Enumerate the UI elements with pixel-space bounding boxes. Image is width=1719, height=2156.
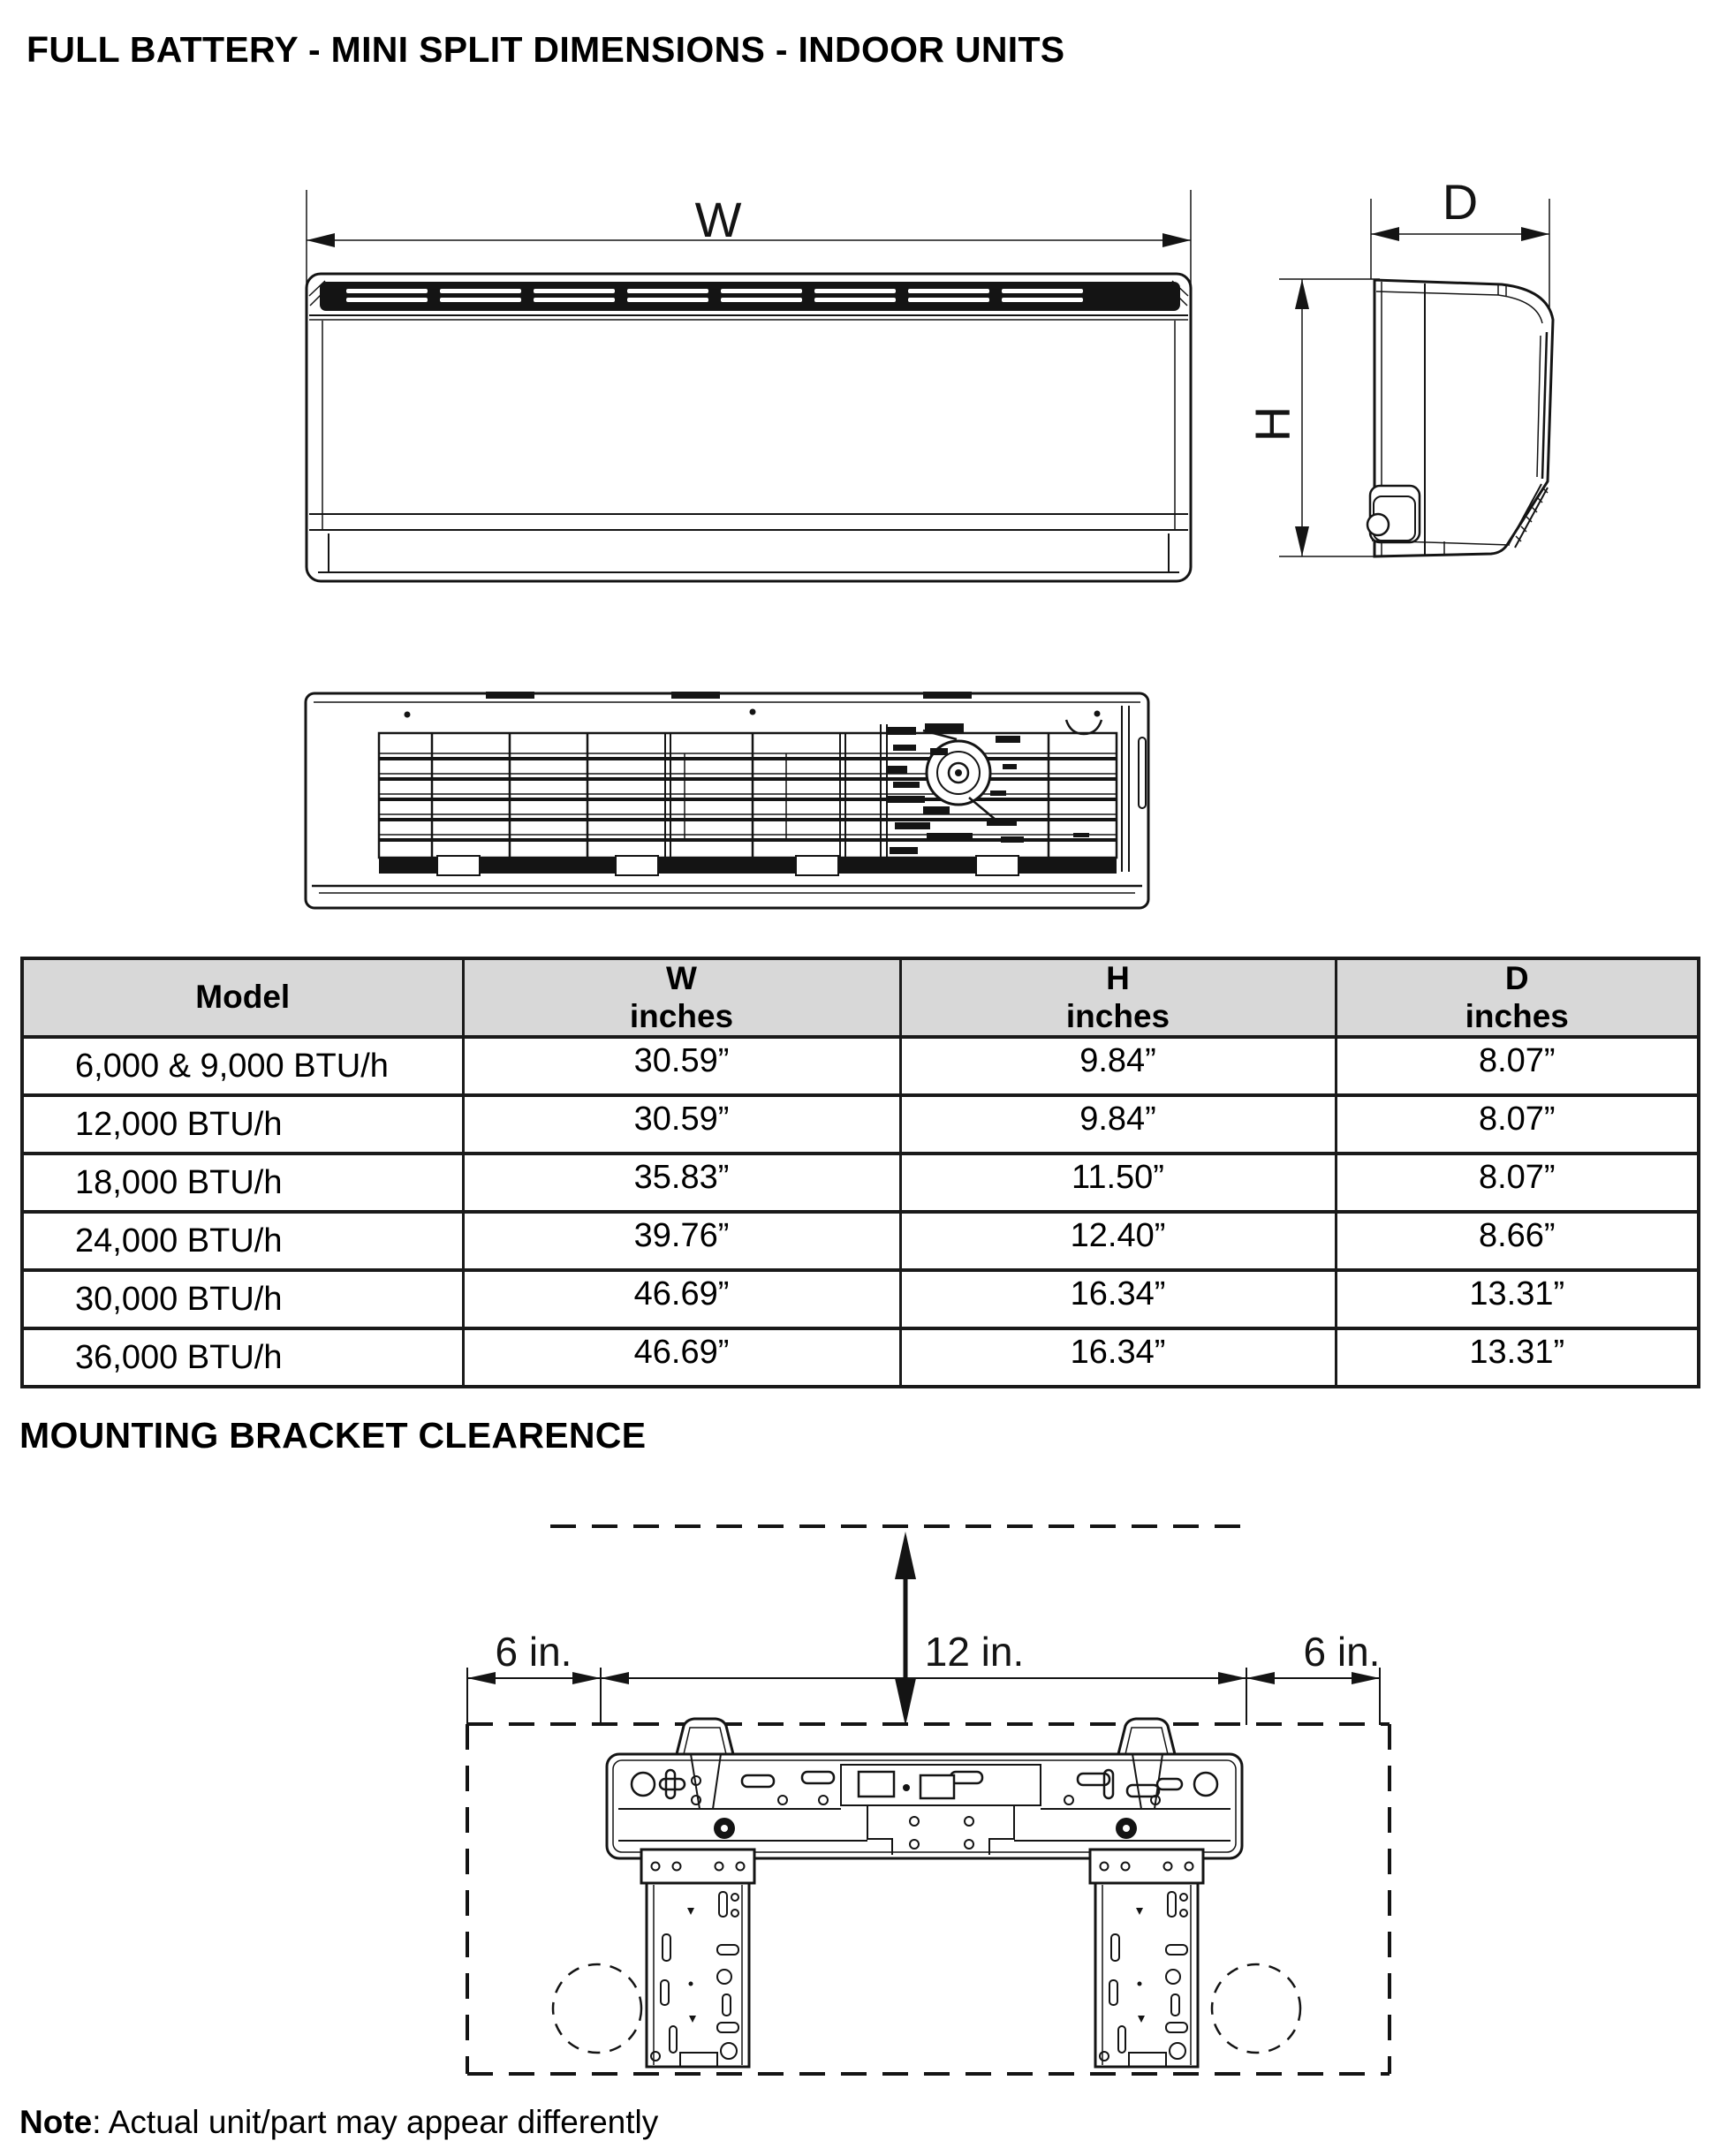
table-row xyxy=(22,1154,1699,1212)
mounting-bracket-clearance-diagram xyxy=(459,1493,1413,2102)
width-cell: 46.69” xyxy=(463,1270,900,1328)
width-cell: 35.83” xyxy=(463,1154,900,1212)
pipe-clearance-circle-right xyxy=(1212,1964,1300,2053)
dimensions-table-body xyxy=(22,1037,1699,1387)
bracket-leg xyxy=(641,1850,754,2067)
depth-cell: 8.07” xyxy=(1336,1154,1699,1212)
table-row xyxy=(22,1037,1699,1095)
height-dimension xyxy=(1245,279,1380,556)
model-cell: 30,000 BTU/h xyxy=(22,1270,463,1328)
model-cell: 6,000 & 9,000 BTU/h xyxy=(22,1037,463,1095)
side-view-unit-body xyxy=(1367,280,1553,556)
width-cell: 46.69” xyxy=(463,1328,900,1387)
pipe-clearance-circle-left xyxy=(553,1964,641,2053)
model-cell: 36,000 BTU/h xyxy=(22,1328,463,1387)
dimensions-table xyxy=(20,957,1700,1388)
right-clearance-label: 6 in. xyxy=(1303,1629,1381,1675)
height-cell: 11.50” xyxy=(900,1154,1336,1212)
indoor-unit-bottom-view-drawing xyxy=(305,685,1193,923)
horizontal-clearance-dimensions xyxy=(467,1668,1380,1725)
depth-cell: 8.66” xyxy=(1336,1212,1699,1270)
table-row xyxy=(22,1095,1699,1154)
indoor-unit-front-view-drawing xyxy=(247,159,1219,596)
depth-cell: 8.07” xyxy=(1336,1095,1699,1154)
table-row xyxy=(22,1212,1699,1270)
depth-dimension-label: D xyxy=(1442,174,1479,230)
footer-note xyxy=(19,2104,658,2141)
width-dimension-label: W xyxy=(694,192,742,247)
column-header-model: Model xyxy=(22,958,463,1037)
height-cell: 16.34” xyxy=(900,1328,1336,1387)
column-header-h: H inches xyxy=(900,958,1336,1037)
height-cell: 16.34” xyxy=(900,1270,1336,1328)
page-title: FULL BATTERY - MINI SPLIT DIMENSIONS - INDOOR UNITS xyxy=(27,29,1065,70)
model-cell: 12,000 BTU/h xyxy=(22,1095,463,1154)
vertical-clearance-arrow xyxy=(895,1532,916,1726)
mounting-bracket-plate xyxy=(607,1719,1242,1858)
column-header-d: D inches xyxy=(1336,958,1699,1037)
left-clearance-label: 6 in. xyxy=(495,1629,572,1675)
column-header-w: W inches xyxy=(463,958,900,1037)
depth-cell: 13.31” xyxy=(1336,1270,1699,1328)
depth-cell: 13.31” xyxy=(1336,1328,1699,1387)
width-cell: 39.76” xyxy=(463,1212,900,1270)
model-cell: 18,000 BTU/h xyxy=(22,1154,463,1212)
indoor-unit-side-view-drawing xyxy=(1237,159,1719,596)
height-cell: 9.84” xyxy=(900,1095,1336,1154)
note-text: : Actual unit/part may appear differently xyxy=(92,2104,659,2140)
top-clearance-label: 12 in. xyxy=(924,1629,1025,1675)
table-header-row xyxy=(22,958,1699,1037)
width-cell: 30.59” xyxy=(463,1037,900,1095)
table-row xyxy=(22,1328,1699,1387)
height-cell: 12.40” xyxy=(900,1212,1336,1270)
front-view-unit-body xyxy=(307,274,1191,581)
height-dimension-label: H xyxy=(1245,405,1300,443)
depth-cell: 8.07” xyxy=(1336,1037,1699,1095)
table-row xyxy=(22,1270,1699,1328)
note-label: Note xyxy=(19,2104,93,2140)
model-cell: 24,000 BTU/h xyxy=(22,1212,463,1270)
width-cell: 30.59” xyxy=(463,1095,900,1154)
section-title-mounting-bracket: MOUNTING BRACKET CLEARENCE xyxy=(19,1415,647,1456)
height-cell: 9.84” xyxy=(900,1037,1336,1095)
